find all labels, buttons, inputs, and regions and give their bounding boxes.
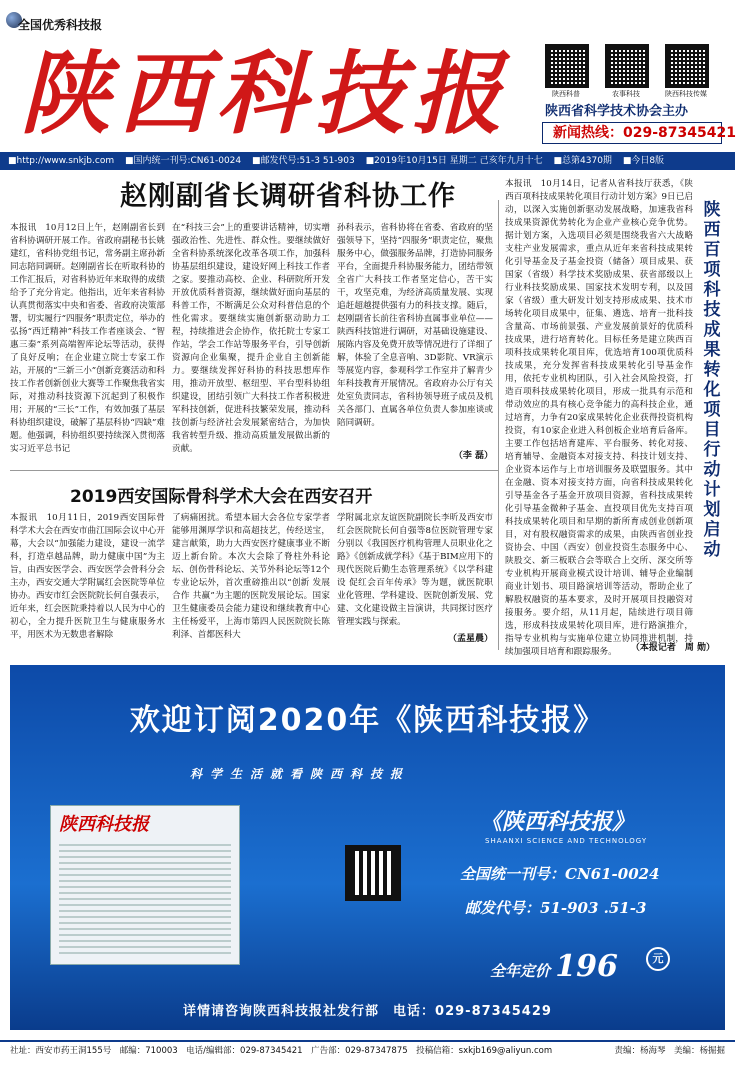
ad-price-label: 全年定价 (490, 962, 551, 980)
ad-issn: CN61-0024 (565, 865, 660, 883)
article3-vertical-headline: 陕西百项科技成果转化项目行动计划启动 (703, 200, 721, 560)
article1-byline: （李 磊） (453, 451, 493, 461)
ad-issn-label: 全国统一刊号： (460, 865, 566, 883)
thumbnail-title: 陕西科技报 (59, 814, 149, 835)
host-org: 陕西省科学技术协会主办 (545, 104, 689, 119)
footer-address: 社址：西安市药王洞155号 邮编：710003 电话/编辑部：029-87345421 广告部：029-87347875 投稿信箱：sxkjb169@aliyun.com (10, 1046, 553, 1056)
subscription-ad (10, 665, 725, 1030)
ad-paper-name: 《陕西科技报》 (480, 809, 635, 835)
divider (10, 470, 498, 471)
ad-price-unit: 元 (646, 947, 670, 971)
article2-col2: 了病痛困扰。希望本届大会各位专家学者能够用渊厚学识和高超技艺，传经送宝，建言献策，助力大西安医疗健康事业不断迈上新台阶。本次大会除了脊柱外科论坛、创伤骨科论坛、关节外科论坛等12个专业论坛外，首次重磅推出以“创新 发展 合作 共赢”为主题的医院发展论坛。国家卫生健康委员会能力建设和继续教育中心主任杨爱平，上海市第四人民医院院长陈利泽、首都医科大 (172, 513, 330, 640)
newspaper-thumbnail (50, 805, 240, 965)
article1-col1: 本报讯 10月12日上午，赵刚副省长到省科协调研开展工作。省政府副秘书长姚建红，省科协党组书记，常务副主席孙新同志陪同调研。赵刚副省长在听取科协的工作汇报后，对省科协近年来取得的成绩给予了充分肯定。他指出，近年来省科协认真贯彻落实中央和省委、省政府决策部署，切实履行“四服务”职责定位，举办的弘扬“西迁精神”科技工作者座谈会、“智惠三秦”系列高端智库论坛等活动，获得了良好反响；在企业建立院士专家工作站，开展的“三新三小”创新竞赛活动和科技工作者创新创业大赛等工作聚焦我省实际，对推动科技资源下沉起到了积极作用；开展的“三长”工作，有效加强了基层科协组织建设，破解了基层科协“四缺”难题。他强调，科协组织要持续深入贯彻落实习近平总书记 (10, 223, 165, 454)
qr-caption-1: 陕西科普 (552, 90, 580, 98)
article1-col3: 孙科表示，省科协将在省委、省政府的坚强领导下，坚持“四服务”职责定位，聚焦服务中心，做强服务品牌，打造协同服务平台，全面提升科协服务能力，团结带领全省广大科技工作者坚定信心，苦干实干，攻坚克难，为经济高质量发展、实现追赶超越提供强有力的科技支撑。随后，赵刚副省长前往省科协直属事业单位——陕西科技馆进行调研，对基础设施建设、展陈内容及免费开放等情况进行了详细了解，体验了全息音响、3D影院、VR演示等展览内容，参观科学工作室并了解青少年科技教育开展情况。省政府办公厅有关处室负责同志，省科协领导班子成员及机关各部门、直属各单位负责人参加座谈或陪同调研。 (337, 223, 493, 428)
ad-paper-name-en: SHAANXI SCIENCE AND TECHNOLOGY (485, 837, 648, 845)
ad-postal-label: 邮发代号： (465, 899, 541, 917)
qr-caption-2: 农事科技 (612, 90, 640, 98)
ad-price: 196 (555, 949, 618, 984)
info-date: ■2019年10月15日 星期二 己亥年九月十七 (365, 156, 543, 166)
ad-slogan: 科学生活就看陕西科技报 (190, 767, 411, 781)
qr-code-1 (545, 44, 589, 88)
ad-footer: 详情请咨询陕西科技报社发行部 电话：029-87345429 (183, 1004, 552, 1019)
news-hotline: 新闻热线：029-87345421 (542, 122, 722, 144)
info-issue: ■总第4370期 (553, 156, 612, 166)
ad-title: 欢迎订阅2020年《陕西科技报》 (129, 703, 606, 738)
info-bar (0, 152, 735, 170)
article3-body: 本报讯 10月14日，记者从省科技厅获悉，《陕西百项科技成果转化项目行动计划方案》9日已启动，以深入实施创新驱动发展战略，加速我省科技成果资源优势转化为企业产业核心竞争优势。据计划方案，入选项目必须是围绕我省六大战略支柱产业发展需求，重点从近年来省科技成果转化引导基金及子基金投资（储备）项目成果、获国家（省级）科学技术奖励成果、获省部级以上行业科技奖励成果、国家技术发明专利，以及国家（省级）重大研发计划支持形成成果、技术市场转化项目成果中，征集、遴选、培育一批科技含量高、市场前景强、产业发展前景好的优质科技成果，进行培育转化。目标任务是建立陕西百项科技成果转化项目库，优选培育100项优质科技成果，充分发挥省科技成果转化引导基金作用，依托专业机构团队，引入社会风险投资，打造百项科技成果转化项目，形成一批具有示范和带动效应的具有核心竞争能力的高科技企业，通过培育，力争有20家成果转化企业获得投资机构投资，有10家企业进入科创板企业培育后备库。主要工作包括培育建库、平台服务、转化对接、培育辅导、金融资本对接支持、科技计划支持、企业资本运作与上市培训服务及联盟服务。其中在金融、资本对接支持方面，向省科技成果转化引导基金各子基金开放项目资源，省科技成果转化引导基金微种子基金、直投项目优先支持百项科技成果转化项目和早期的新所育成创业创新项目，对有股权融资需求的成果，由陕西省创业投资协会、中国（西安）创业投资生态服务中心、陕股交、新三板联合会等联合上交所、深交所等专业机构开展商业模式设计培训、辅导企业编制商业计划书、项目路演培训等活动，帮助企业了解股权融资的基本要求，及时开展项目投融资对接服务。要介绍，从11月起，陆续进行项目筛选，形成科技成果转化项目库，进行路演推介，指导专业机构与实施单位建立协同推进机制，持续加强项目培育和跟踪服务。 (505, 179, 693, 657)
info-url[interactable]: ■http://www.snkjb.com (8, 156, 115, 166)
article1-col2: 在“科技三会”上的重要讲话精神，切实增强政治性、先进性、群众性。要继续做好全省科协系统深化改革各项工作，加强科协基层组织建设，建设好网上科技工作者之家。要推动高校、企业、科研院所开发开放优质科普资源，继续做好面向基层的科普工作，不断满足公众对科普信息的个性化需求。要继续实施创新驱动助力工程，持续推进会企协作，依托院士专家工作站，学会工作站等服务平台，引导创新资源向企业集聚，提升企业自主创新能力。要继续发挥好科协的科技思想库作用，推动开放型、枢纽型、平台型科协组织建设，团结引领广大科技工作者积极进军科技创新，促进科技繁荣发展，推动科技创新与经济社会发展紧密结合，为加快我省转型升级、推动高质量发展做出新的贡献。 (172, 223, 330, 454)
ad-issn-row (460, 863, 660, 884)
page-footer (0, 1040, 735, 1060)
ad-qr-code (345, 845, 401, 901)
article2-col1: 本报讯 10月11日，2019西安国际骨科学术大会在西安市曲江国际会议中心开幕，大会以“加强能力建设，建设一流学科，打造卓越品牌，助力健康中国”为主旨，由西安医学会、西安医学会骨科分会主办，西安交通大学附属红会医院等单位协办。西安市红会医院院长何自强表示，近年来，红会医院秉持着以人民为中心的初心，全力提升医院卫生与健康服务水平，用医术为无数患者解除 (10, 513, 165, 640)
ad-postal-row (465, 897, 646, 918)
info-postal: ■邮发代号:51-3 51-903 (252, 156, 355, 166)
info-pages: ■今日8版 (622, 156, 665, 166)
article2-byline: （孟星晨） (447, 634, 493, 644)
headline-1: 赵刚副省长调研省科协工作 (120, 181, 456, 212)
article3-byline: （本报记者 周 勋） (630, 643, 715, 653)
qr-code-3 (665, 44, 709, 88)
ad-postal: 51-903 .51-3 (540, 899, 647, 917)
footer-editors: 责编：杨海琴 美编：杨掘掘 (614, 1046, 725, 1056)
info-cn: ■国内统一刊号:CN61-0024 (124, 156, 242, 166)
masthead-title: 陕西科技报 (20, 41, 510, 147)
article2-col3: 学附属北京友谊医院副院长李昕及西安市红会医院院长何自强等8位医院管理专家分别以《我国医疗机构管理人员职业化之路》《创新成就学科》《基于BIM应用下的现代医院后勤生态管理系统》《以学科建设 促红会百年传承》等为题，就医院职业化管理、学科建设、医院创新发展、党建、文化建设做主旨演讲，共同探讨医疗管理实践与探索。 (337, 513, 494, 627)
ad-price-row (490, 949, 618, 984)
headline-2: 2019西安国际骨科学术大会在西安召开 (70, 487, 373, 507)
top-label: 全国优秀科技报 (18, 18, 103, 32)
column-divider (498, 200, 499, 650)
qr-code-2 (605, 44, 649, 88)
qr-caption-3: 陕西科技传媒 (665, 90, 707, 98)
